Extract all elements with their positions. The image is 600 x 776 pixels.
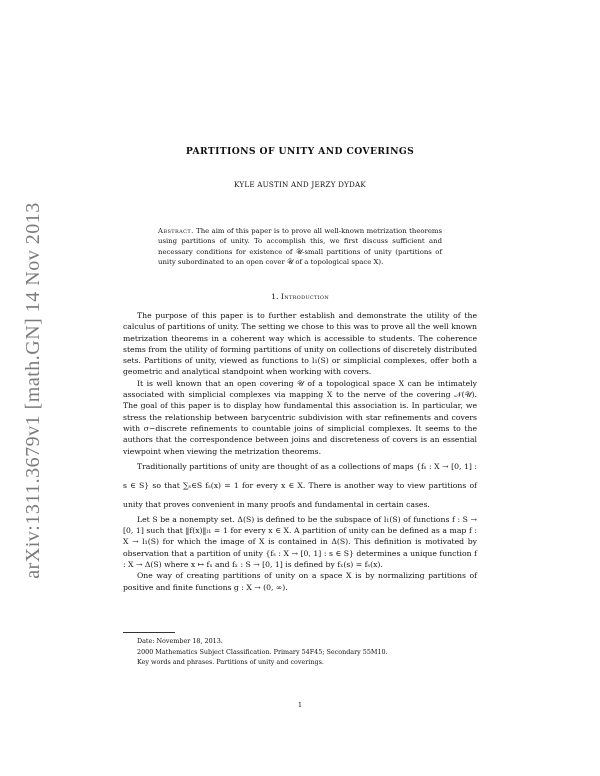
abstract-text: The aim of this paper is to prove all well-known metrization theorems using partitions of unity. To accomplish this, we first discuss sufficient and necessary conditions for existence of 𝒰-small partitions of unity (partitions of unity subordinated to an open cover 𝒰 of a topological space X). bbox=[158, 227, 442, 267]
paragraph-nerve: It is well known that an open covering 𝒰 of a topological space X can be intimately associated with simplicial complexes via mapping X to the nerve of the covering 𝒩(𝒰). The goal of this paper is to display how fundamental this association is. In particular, we stress the relationship between barycentric subdivision with star refinements and covers with σ−discrete refinements to countable joins of simplicial complexes. It seems to the authors that the correspondence between joins and discreteness of covers is an essential viewpoint when viewing the metrization theorems. bbox=[123, 378, 477, 456]
paragraph-normalizing: One way of creating partitions of unity on a space X is by normalizing partitions of positive and finite functions g : X → (0, ∞). bbox=[123, 571, 477, 592]
section-number: 1. bbox=[270, 292, 279, 301]
section-heading-introduction bbox=[130, 292, 470, 301]
paragraph-definition: Let S be a nonempty set. Δ(S) is defined to be the subspace of l₁(S) of functions f : S → [0, 1] such that ‖f(x)‖ₗ₁ = 1 for every x ∈ X. A partition of unity can be defined as a map f : X → l₁(S) for which the image of X is contained in Δ(S). This definition is motivated by observation that a partition of unity {fₛ : X → [0, 1] : s ∈ S} determines a unique function f : X → Δ(S) where x ↦ fₓ and fₓ : S → [0, 1] is defined by fₓ(s) = fₛ(x). bbox=[123, 514, 477, 570]
footnote-keywords: Key words and phrases. Partitions of unity and coverings. bbox=[137, 658, 324, 667]
page-number: 1 bbox=[297, 701, 303, 709]
section-title: Introduction bbox=[280, 292, 330, 301]
arxiv-identifier-text: arXiv:1311.3679v1 [math.GN] 14 Nov 2013 bbox=[21, 201, 44, 579]
footnote-rule bbox=[123, 632, 175, 633]
paragraph-purpose: The purpose of this paper is to further establish and demonstrate the utility of the calculus of partitions of unity. The setting we chose to this was to prove all the well known metrization theorems in a coherent way which is accessible to students. The coherence stems from the utility of forming partitions of unity on collections of discretely distributed sets. Partitions of unity, viewed as functions to l₁(S) or simplicial complexes, offer both a geometric and analytical standpoint when working with covers. bbox=[123, 311, 477, 377]
footnote-date: Date: November 18, 2013. bbox=[137, 637, 223, 645]
arxiv-identifier bbox=[4, 180, 62, 600]
abstract bbox=[158, 226, 442, 268]
abstract-label: Abstract. bbox=[158, 227, 194, 235]
footnote-msc: 2000 Mathematics Subject Classification. Primary 54F45; Secondary 55M10. bbox=[137, 647, 388, 656]
paragraph-traditional: Traditionally partitions of unity are thought of as a collections of maps {fₛ : X → [0, 1] : s ∈ S} so that ∑ₛ∈S fₛ(x) = 1 for every x ∈ X. There is another way to view partitions of unity that proves convenient in many proofs and fundamental in certain cases. bbox=[123, 461, 477, 509]
body-text bbox=[123, 310, 477, 593]
paper-title: PARTITIONS OF UNITY AND COVERINGS bbox=[185, 146, 415, 157]
paper-authors: KYLE AUSTIN AND JERZY DYDAK bbox=[234, 180, 366, 189]
footnotes bbox=[123, 636, 477, 668]
